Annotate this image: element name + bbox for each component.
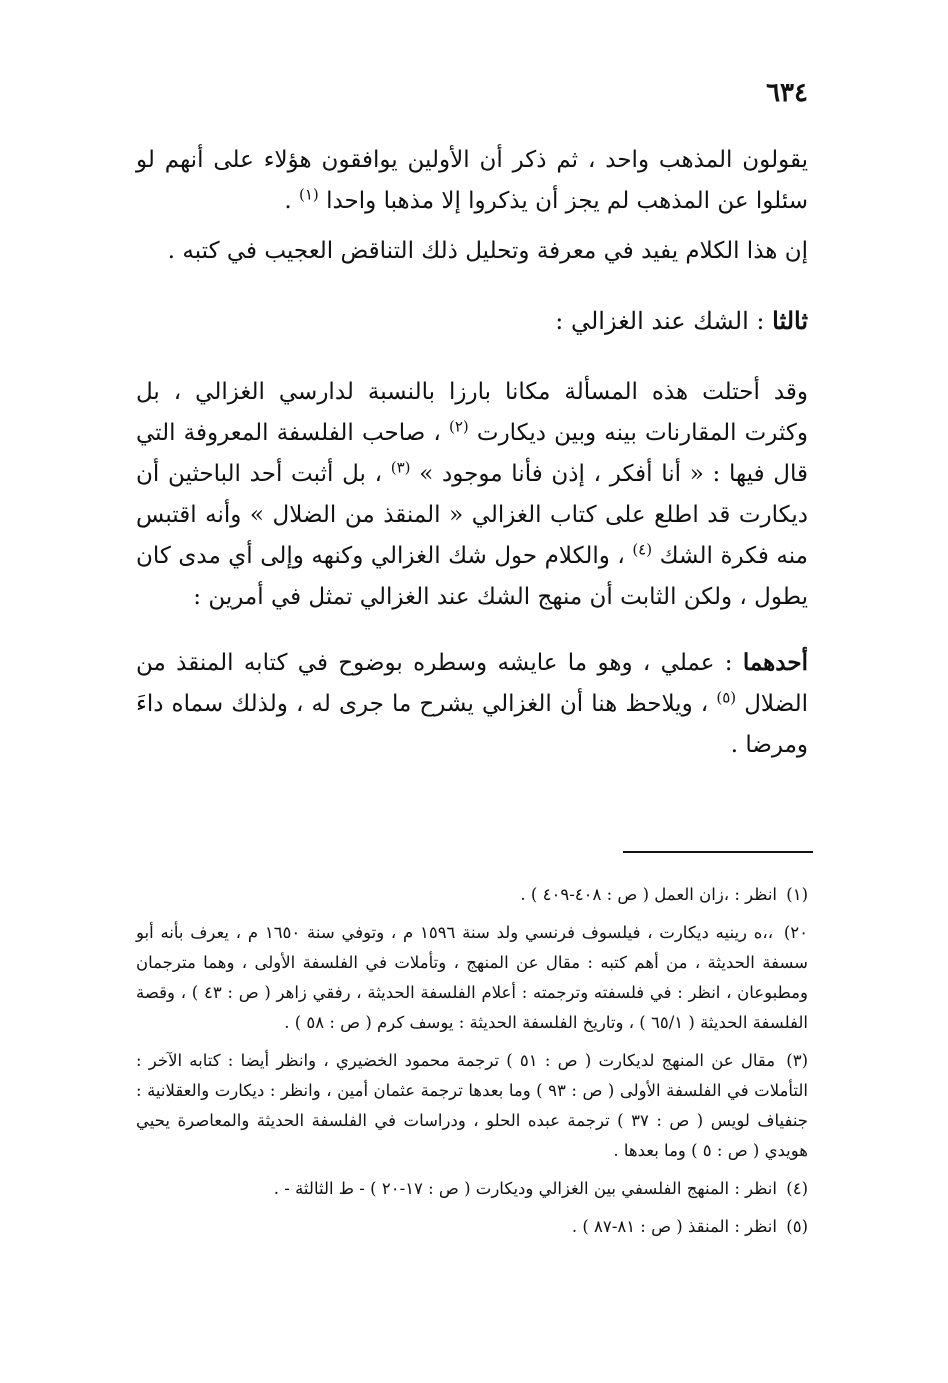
footnote-3-text: مقال عن المنهج لديكارت ( ص : ٥١ ) ترجمة محمود الخضيري ، وانظر أيضا : كتابه الآخر : التأملات في الفلسفة الأولى ( ص : ٩٣ ) وما بعدها ترجمة عثمان أمين ، وانظر : ديكارت والعقلانية : جنفياف لويس ( ص : ٣٧ ) ترجمة عبده الحلو ، ودراسات في الفلسفة الحديثة والمعاصرة يحيي هويدي ( ص : ٥ ) وما بعدها . [136, 1051, 808, 1160]
footnote-2 [136, 918, 808, 1038]
footnote-ref-3[interactable]: (٣) [390, 458, 411, 477]
footnote-3-number: (٣) [786, 1051, 809, 1070]
paragraph-2: إن هذا الكلام يفيد في معرفة وتحليل ذلك التناقض العجيب في كتبه . [167, 238, 808, 264]
footnote-4-number: (٤) [786, 1179, 808, 1198]
paragraph-3 [136, 372, 808, 618]
footnote-ref-1[interactable]: (١) [298, 185, 319, 204]
footnote-4-text: انظر : المنهج الفلسفي بين الغزالي وديكارت ( ص : ١٧-٢٠ ) - ط الثالثة - . [273, 1179, 777, 1198]
section-heading [136, 300, 808, 342]
paragraph-1-text: يقولون المذهب واحد ، ثم ذكر أن الأولين يوافقون هؤلاء على أنهم لو سئلوا عن المذهب لم يجز أن يذكروا إلا مذهبا واحدا [136, 147, 808, 214]
footnote-2-number: ٢٠) [783, 923, 808, 942]
footnote-5-number: (٥) [786, 1217, 808, 1236]
paragraph-3-part-a: وقد أحتلت هذه المسألة مكانا بارزا بالنسبة لدارسي الغزالي ، بل وكثرت المقارنات بينه وبين ديكارت [136, 379, 808, 446]
paragraph-3-part-b: ، صاحب الفلسفة المعروفة التي قال فيها : « أنا أفكر ، إذن فأنا موجود » [136, 420, 808, 487]
main-text [136, 140, 808, 766]
section-heading-label: ثالثا [772, 306, 808, 335]
footnote-ref-5[interactable]: (٥) [716, 688, 737, 707]
section-heading-text: : الشك عند الغزالي : [555, 307, 773, 335]
paragraph-4 [136, 642, 808, 766]
footnotes [136, 880, 808, 1250]
paragraph-1-end: . [284, 188, 299, 214]
page-number: ٦٣٤ [766, 78, 808, 108]
footnote-1-text: انظر : ،زان العمل ( ص : ٤٠٨-٤٠٩ ) . [520, 885, 777, 904]
footnote-1-number: (١) [786, 885, 808, 904]
paragraph-3-part-c: ، بل أثبت أحد الباحثين أن ديكارت قد اطلع على كتاب الغزالي « المنقذ من الضلال » وأنه اقتبس منه فكرة الشك [136, 461, 808, 569]
footnote-ref-4[interactable]: (٤) [632, 540, 653, 559]
paragraph-3-part-d: ، والكلام حول شك الغزالي وكنهه وإلى أي مدى كان يطول ، ولكن الثابت أن منهج الشك عند الغزالي تمثل في أمرين : [136, 543, 808, 610]
footnote-2-text: ،،ه رينيه ديكارت ، فيلسوف فرنسي ولد سنة ١٥٩٦ م ، وتوفي سنة ١٦٥٠ م ، يعرف بأنه أبو سسفة الحديثة ، من أهم كتبه : مقال عن المنهج ، وتأملات في الفلسفة الأولى ، وهما مترجمان ومطبوعان ، انظر : في فلسفته وترجمته : أعلام الفلسفة الحديثة ، رفقي زاهر ( ص : ٤٣ ) ، وقصة الفلسفة الحديثة ( ٦٥/١ ) ، وتاريخ الفلسفة الحديثة : يوسف كرم ( ص : ٥٨ ) . [136, 923, 808, 1032]
paragraph-4-part-b: ، ويلاحظ هنا أن الغزالي يشرح ما جرى له ، ولذلك سماه داءَ ومرضا . [136, 691, 808, 758]
footnote-3 [136, 1046, 808, 1166]
footnote-1 [136, 880, 808, 910]
footnote-5-text: انظر : المنقذ ( ص : ٨١-٨٧ ) . [571, 1217, 777, 1236]
footnote-divider [623, 851, 813, 853]
footnote-5 [136, 1212, 808, 1242]
paragraph-4-part-a: : عملي ، وهو ما عايشه وسطره بوضوح في كتابه المنقذ من الضلال [136, 650, 808, 717]
footnote-4 [136, 1174, 808, 1204]
paragraph-4-lead: أحدهما [742, 649, 808, 676]
paragraph-1 [136, 140, 808, 222]
footnote-ref-2[interactable]: (٢) [449, 417, 469, 436]
